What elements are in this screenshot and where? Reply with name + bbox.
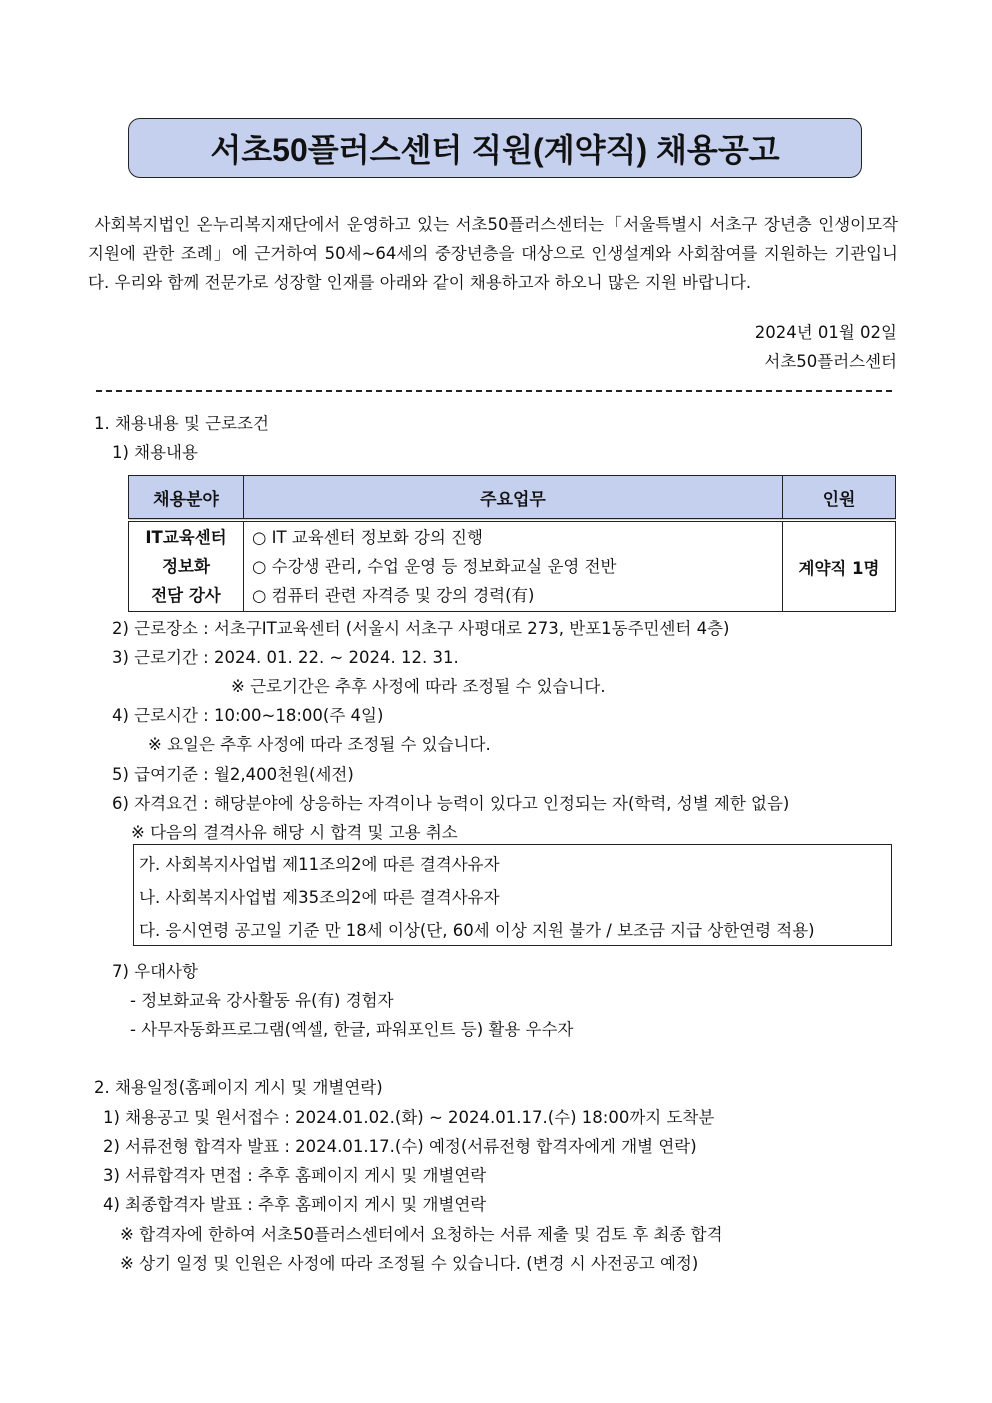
cell-duties: [244, 520, 783, 612]
schedule-item: 4) 최종합격자 발표 : 추후 홈페이지 게시 및 개별연락: [103, 1195, 487, 1214]
preference-item: - 사무자동화프로그램(엑셀, 한글, 파워포인트 등) 활용 우수자: [130, 1020, 574, 1039]
disqualification-item: 가. 사회복지사업법 제11조의2에 따른 결격사유자: [139, 855, 500, 874]
title-banner: [128, 118, 862, 178]
header-duties: 주요업무: [244, 476, 783, 521]
field-line: 정보화: [162, 557, 210, 576]
duty-item: ○ IT 교육센터 정보화 강의 진행: [252, 528, 483, 547]
work-hours: 4) 근로시간 : 10:00~18:00(주 4일): [112, 706, 384, 725]
qualification: 6) 자격요건 : 해당분야에 상응하는 자격이나 능력이 있다고 인정되는 자(학력, 성별 제한 없음): [112, 794, 790, 813]
cell-count: 계약직 1명: [783, 520, 896, 612]
work-period: 3) 근로기간 : 2024. 01. 22. ~ 2024. 12. 31.: [112, 648, 459, 667]
issuer-name: 서초50플러스센터: [764, 352, 897, 371]
schedule-item: 3) 서류합격자 면접 : 추후 홈페이지 게시 및 개별연락: [103, 1166, 487, 1185]
recruitment-table: [128, 475, 896, 612]
preference-item: - 정보화교육 강사활동 유(有) 경험자: [130, 991, 394, 1010]
schedule-item: 1) 채용공고 및 원서접수 : 2024.01.02.(화) ~ 2024.01.17.(수) 18:00까지 도착분: [103, 1108, 715, 1127]
duty-item: ○ 수강생 관리, 수업 운영 등 정보화교실 운영 전반: [252, 557, 617, 576]
intro-paragraph: [88, 210, 898, 297]
disqualification-note: ※ 다음의 결격사유 해당 시 합격 및 고용 취소: [131, 823, 458, 842]
section2-heading: 2. 채용일정(홈페이지 게시 및 개별연락): [94, 1078, 383, 1097]
header-count: 인원: [783, 476, 896, 521]
intro-text: 사회복지법인 온누리복지재단에서 운영하고 있는 서초50플러스센터는「서울특별시 서초구 장년층 인생이모작 지원에 관한 조례」에 근거하여 50세~64세의 중장년층을 대상으로 인생설계와 사회참여를 지원하는 기관입니다. 우리와 함께 전문가로 성장할 인재를 아래와 같이 채용하고자 하오니 많은 지원 바랍니다.: [88, 215, 898, 292]
work-hours-note: ※ 요일은 추후 사정에 따라 조정될 수 있습니다.: [148, 735, 491, 754]
disqualification-box: [133, 844, 892, 946]
announcement-date: 2024년 01월 02일: [754, 323, 897, 342]
disqualification-item: 다. 응시연령 공고일 기준 만 18세 이상(단, 60세 이상 지원 불가 / 보조금 지급 상한연령 적용): [139, 921, 815, 940]
subsection-recruitment: 1) 채용내용: [112, 443, 198, 462]
page-title: 서초50플러스센터 직원(계약직) 채용공고: [210, 132, 780, 168]
disqualification-item: 나. 사회복지사업법 제35조의2에 따른 결격사유자: [139, 888, 500, 907]
salary: 5) 급여기준 : 월2,400천원(세전): [112, 765, 354, 784]
schedule-note: ※ 합격자에 한하여 서초50플러스센터에서 요청하는 서류 제출 및 검토 후 최종 합격: [120, 1225, 723, 1244]
schedule-note: ※ 상기 일정 및 인원은 사정에 따라 조정될 수 있습니다. (변경 시 사전공고 예정): [120, 1254, 699, 1273]
table-header-row: [129, 476, 896, 521]
header-field: 채용분야: [129, 476, 244, 521]
work-period-note: ※ 근로기간은 추후 사정에 따라 조정될 수 있습니다.: [231, 677, 606, 696]
duty-item: ○ 컴퓨터 관련 자격증 및 강의 경력(有): [252, 586, 535, 605]
schedule-item: 2) 서류전형 합격자 발표 : 2024.01.17.(수) 예정(서류전형 합격자에게 개별 연락): [103, 1137, 697, 1156]
cell-field: [129, 520, 244, 612]
dashed-divider: [96, 390, 892, 392]
section1-heading: 1. 채용내용 및 근로조건: [94, 414, 269, 433]
field-line: IT교육센터: [145, 528, 227, 547]
table-row: [129, 520, 896, 612]
field-line: 전담 강사: [151, 586, 221, 605]
preference-heading: 7) 우대사항: [112, 962, 198, 981]
work-location: 2) 근로장소 : 서초구IT교육센터 (서울시 서초구 사평대로 273, 반포1동주민센터 4층): [112, 619, 730, 638]
